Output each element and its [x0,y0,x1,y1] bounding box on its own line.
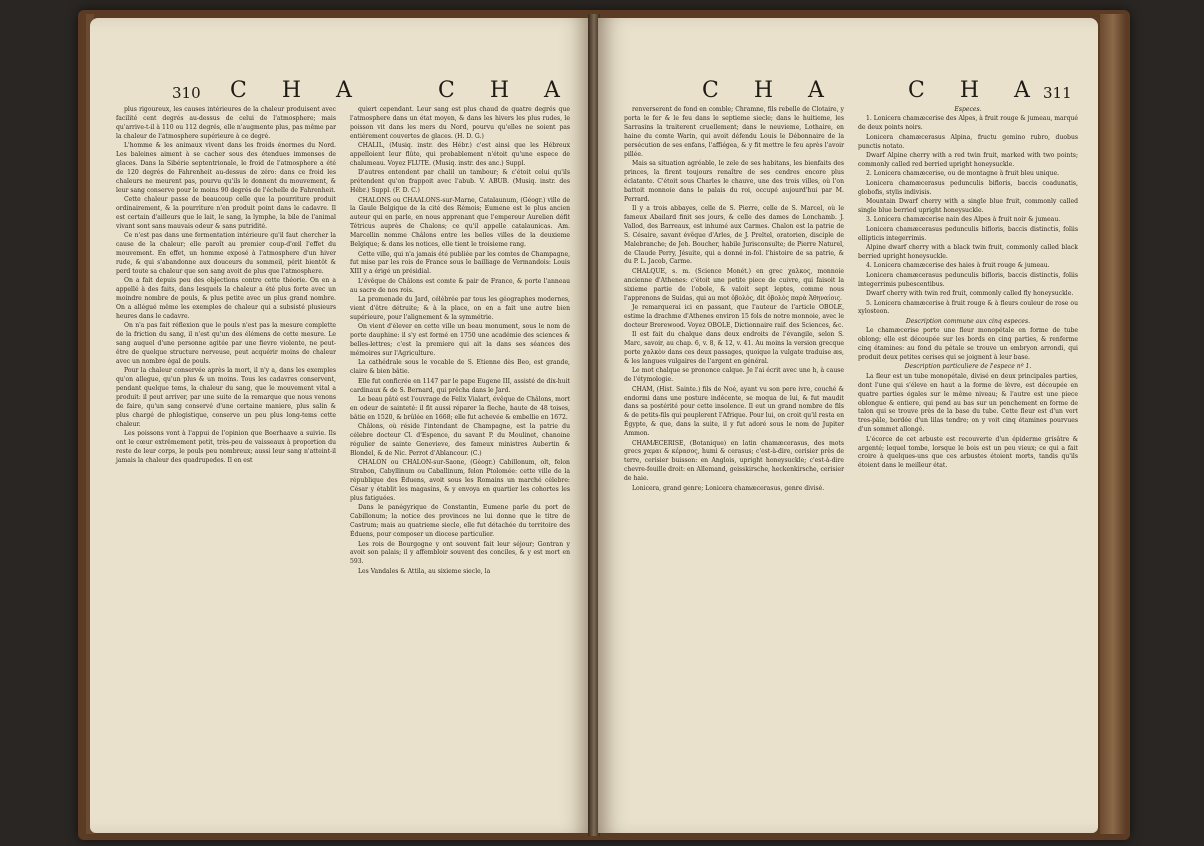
left-column-1 [116,106,336,813]
paragraph: Dwarf Alpine cherry with a red twin fruit, marked with two points; commonly called red berried upright honeysuckle. [858,152,1078,168]
paragraph: CHAM, (Hist. Sainte.) fils de Noé, ayant vu son pere ivre, couché & endormi dans une posture indécente, se moqua de lui, & fut maudit dans sa postérité pour cette insolence. Il eut un grand nombre de fils & de petits-fils qui peuplerent l'Afrique. Pour lui, on croit qu'il resta en Égypte, & que, dans la suite, il y fut adoré sous le nom de Jupiter Ammon. [624,385,844,438]
paragraph: Les Vandales & Attila, au sixieme siecle, la [358,567,491,575]
left-running-head [90,78,590,108]
paragraph: La fleur est un tube monopétale, divisé en deux principales parties, dont l'une qui s'éleve en haut a la forme de lèvre, est découpée en quatre parties égales sur le même niveau; & l'autre est une piece oblongue & entiere, qui pend au bas sur un penchement en forme de talon qui se trouve près de la base du tube. Cette fleur est d'un vert tres-pâle, bordée d'un lilas tendre; on y voit cinq étamines pourvues d'un sommet allongé. [858,372,1078,434]
paragraph: 1. Lonicera chamæcerise des Alpes, à fruit rouge & jumeau, marqué de deux points noirs. [858,115,1078,132]
paragraph: quiert cependant. Leur sang est plus chaud de quatre degrés que l'atmosphere dans un état moyen, & dans les hivers les plus rudes, le poisson vit dans les mers du Nord, pourvu qu'elles ne soient pas entiérement couvertes de glaces. (H. D. G.) [350,106,570,140]
left-columns [116,106,570,813]
left-head-b: C H A [438,78,574,103]
paragraph: Description commune aux cinq especes. [905,317,1031,325]
paragraph: Mountain Dwarf cherry with a single blue fruit, commonly called single blue berried upright honeysuckle. [858,198,1078,214]
paragraph: Le mot chalque se prononce calque. Je l'ai écrit avec une h, à cause de l'étymologie. [624,367,844,384]
paragraph: Le beau pâté est l'ouvrage de Felix Vialart, évêque de Châlons, mort en odeur de sainteté: il fit aussi réparer la fleche, haute de 48 toises, bâtie en 1520, & brûlée en 1668; elle fut achevée & embellie en 1672. [350,396,570,421]
paragraph: 3. Lonicera chamæcerise nain des Alpes à fruit noir & jumeau. [866,216,1061,224]
paragraph: Il y a trois abbayes, celle de S. Pierre, celle de S. Marcel, où le fameux Abailard finit ses jours, & celle des dames de Lonchamb. J. Vallod, des Barreaux, est inhumé aux Carmes. Chalon est la patrie de S. Césaire, savant évêque d'Arles, de J. Preltel, oratorien, disciple de Malebranche; de Jeh. Boucher, habile Jurisconsulte; de Pierre Naturel, de Claude Perry, Jésuite, qui a donné in-fol. l'histoire de sa patrie, & du P. L. Jacob, Carme. [624,204,844,266]
right-column-1 [624,106,844,813]
left-head-a: C H A [230,78,366,103]
paragraph: Cette chaleur passe de beaucoup celle que la pourriture produit ordinairement, & la pourriture n'en produit point dans le cadavre. Il est certain d'ailleurs que le lait, le sang, la lymphe, la bile de l'animal vivant sont sans mauvais odeur & sans putridité. [116,196,336,230]
right-head-a: C H A [702,78,838,103]
left-page [90,18,590,833]
paragraph: Elle fut conficrée en 1147 par le pape Eugene III, assisté de dix-huit cardinaux & de S. Bernard, qui prêcha dans le Jard. [350,377,570,394]
paragraph: L'écorce de cet arbuste est recouverte d'un épiderme grisâtre & argenté; lequel tombe, lorsque le bois est un peu vieux; ce qui a fait croire à quelques-uns que ces arbustes étoient morts, tandis qu'ils étoient dans le meilleur état. [858,435,1078,470]
paragraph: Dans le panégyrique de Constantin, Eumene parle du port de Cabillonum; la notice des provinces ne lui donne que le titre de Castrum; mais au quatrieme siecle, elle fut détachée du territoire des Éduens, pour composer un diocese particulier. [350,504,570,539]
paragraph: 4. Lonicera chamæcerise des haies à fruit rouge & jumeau. [866,262,1050,270]
right-columns [624,106,1078,813]
paragraph: 2. Lonicera chamæcerise, ou de montagne à fruit bleu unique. [866,170,1060,178]
paragraph: Lonicera chamæcerasus pedunculis bifloris, baccis coadunatis, globofis, stylis indivisis. [858,179,1078,196]
right-head-b: C H A [908,78,1044,103]
right-page-number: 311 [1043,84,1072,102]
paragraph: On vient d'élever en cette ville un beau monument, sous le nom de porte dauphine: il s'y est formé en 1750 une académie des sciences & belles-lettres; c'est la premiere qui ait la dans ses séances des mémoires sur l'Agriculture. [350,323,570,357]
paragraph: L'évêque de Châlons est comte & pair de France, & porte l'anneau au sacre de nos rois. [350,277,570,294]
paragraph: Il est fait du chalque dans deux endroits de l'évangile, selon S. Marc, savoir, au chap. 6, v. 8, & 12, v. 41. Au moins la version grecque porte χαλκὸν dans ces deux passages, quoique la vulgate traduise æs, & les langues vulgaires de l'argent en général. [624,331,844,365]
paragraph: On a fait depuis peu des objections contre cette théorie. On en a appellé à des faits, dans lesquels la chaleur a été plus forte avec un moindre nombre de pouls, & plus petite avec un plus grand nombre. On a allégué même les exemples de chaleur qui a subsisté plusieurs heures dans le cadavre. [116,277,336,320]
paragraph: Les rois de Bourgogne y ont souvent fait leur séjour; Gontran y avoit son palais; il y affembloir souvent des conciles, & y est mort en 593. [350,540,570,566]
right-page-edge [1100,14,1126,834]
paragraph: Alpine dwarf cherry with a black twin fruit, commonly called black berried upright honeysuckle. [858,244,1078,260]
paragraph: 5. Lonicera chamæcerise à fruit rouge & à fleurs couleur de rose ou xylosteon. [858,299,1078,316]
paragraph: Lonicera, grand genre; Lonicera chamæcerasus, genre divisé. [632,484,825,492]
paragraph: CHALONS ou CHAALONS-sur-Marne, Catalaunum, (Géogr.) ville de la Gaule Belgique de la cité des Rémois; Eumene est le plus ancien auteur qui en parle, en nous apprenant que l'empereur Aurelien défit Tétricus auprès de Chalons; ce qu'il appelle catalaunicas. Am. Marcellin nomme Châlons entre les belles villes de la deuxieme Belgique; & dans les notices, elle tient le troisieme rang. [350,196,570,249]
paragraph: L'homme & les animaux vivent dans les froids énormes du Nord. Les baleines aiment à se cacher sous des étendues immenses de glaces. Dans la Sibérie septentrionale, le froid de l'atmosphere a été de 120 degrés de Fahrenheit au-dessus de zéro: dans ce froid les chaleurs ne meurent pas, pourvu qu'ils le donnent du mouvement, & leur sang conserve pour le moins 90 degrés de l'échelle de Fahrenheit. [116,142,336,194]
paragraph: Châlons, où réside l'intendant de Champagne, est la patrie du célebre docteur Cl. d'Espence, du savant P. du Moulinet, chanoine régulier de sainte Genevieve, des fameux ministres Aubertin & Blondel, & de Nic. Perrot d'Ablancour. (C.) [350,423,570,457]
paragraph: CHALIL, (Musiq. instr. des Hébr.) c'est ainsi que les Hébreux appelloient leur flûte, qui probablement n'étoit qu'une espece de chalumeau. Voyez FLUTE. (Musiq. instr. des anc.) Suppl. [350,142,570,167]
left-column-2 [350,106,570,813]
paragraph: renverserent de fond en comble; Chramne, fils rebelle de Clotaire, y porta le fer & le feu dans le septieme siecle; dans le huitieme, les Sarrasins la traiterent cruellement; dans le neuvieme, Lothaire, en haine du comte Warin, qui avoit défendu Louis le Débonnaire de la persécution de ses enfans, l'affiégea, & y fit mettre le feu après l'avoir pillée. [624,106,844,158]
paragraph: Especes. [954,106,982,113]
paragraph: Lonicera chamæcerasus pedunculis bifloris, baccis distinctis, foliis integerrimis pubescentibus. [858,271,1078,288]
paragraph: La cathédrale sous le vocable de S. Etienne dès Beo, est grande, claire & bien bâtie. [350,359,570,376]
paragraph: Cette ville, qui n'a jamais été publiée par les comtes de Champagne, fut mise par les rois de France sous le bailliage de Vermandois: Louis XIII y a érigé un présidial. [350,250,571,276]
paragraph: Pour la chaleur conservée après la mort, il n'y a, dans les exemples qu'on allegue, qu'un plus & un moins. Tous les cadavres conservent, pendant quelque tems, la chaleur du sang, que le mouvement vital a produit: il peut arriver, par une suite de la remarque que nous venons de faire, qu'un sang conservé d'une certaine maniere, plus salin & plus chargé de phlogistique, conserve un peu plus long-tems cette chaleur. [116,367,336,428]
paragraph: Je remarquerai ici en passant, que l'auteur de l'article OBOLE, estime la drachme d'Athenes environ 15 fols de notre monnoie, avec le docteur Brerewood. Voyez OBOLE, Dictionnaire raif. des Sciences, &c. [624,303,844,329]
paragraph: Dwarf cherry with twin red fruit, commonly called fly honeysuckle. [866,290,1074,298]
paragraph: Le chamæcerise porte une fleur monopétale en forme de tube oblong; elle est découpée sur les bords en cinq parties, & renferme cinq étamines: au fond du pétale se trouve un embryon arrondi, qui produit deux petites cerises qui se joignent à leur base. [858,327,1078,361]
paragraph: Lonicera chamæcerasus Alpina, fructu gemino rubro, duobus punctis notato. [858,133,1078,150]
right-running-head [598,78,1098,108]
paragraph: plus rigoureux, les causes intérieures de la chaleur produisent avec facilité cent degrés au-dessus de celui de l'atmosphere; mais qu'arrive-t-il à 110 ou 112 degrés, elle n'augmente plus, pas même par la chaleur de l'atmosphere supérieure à ce degré. [116,106,336,140]
paragraph: D'autres entendent par chalil un tambour; & c'étoit celui qu'ils prétendent qu'on frappoit avec l'abub. V. ABUB. (Musiq. instr. des Hébr.) Suppl. (F. D. C.) [350,169,570,195]
paragraph: Les poissons vont à l'appui de l'opinion que Boerhaave a suivie. Ils ont le cœur extrêmement petit, très-peu de vaisseaux à proportion du reste de leur corps, le pouls peu nombreux; aussi leur sang n'atteint-il jamais la chaleur des quadrupedes. Il en est [116,430,336,464]
paragraph: CHALQUE, s. m. (Science Monét.) en grec χαλκος, monnoie ancienne d'Athenes: c'étoit une petite piece de cuivre, qui faisoit la sixieme partie de l'obole, & valoit sept leptes, comme nous l'apprenons de Suidas, qui au mot ὀβολὸς, dit ὀβολὸς παρὰ Ἀθηναίοις. [624,267,844,302]
left-page-number: 310 [172,84,201,102]
paragraph: CHAMÆCERISE, (Botanique) en latin chamæcerasus, des mots grecs χαμαι & κέρασος, humi & cerasus; c'est-à-dire, cerisier près de terre, cerisier buisson: en Anglois, upright honeysuckle; c'est-à-dire chevre-feuille droit: en Allemand, geisskirsche, heckenkirsche, cerisier de haie. [624,439,844,483]
right-column-2 [858,106,1078,813]
paragraph: Ce n'est pas dans une fermentation intérieure qu'il faut chercher la cause de la chaleur; elle paroît au premier coup-d'œil l'effet du mouvement. En effet, un homme exposé à l'atmosphere d'un hiver rude, & qui s'abandonne aux douceurs du sommeil, périt bientôt & perd toute sa chaleur que son sang avoit de plus que l'atmosphere. [116,232,336,275]
paragraph: CHALON ou CHALON-sur-Saone, (Géogr.) Cabillonum, olt, felon Strabon, Cabyllinum ou Caballinum, felon Ptolomée: cette ville de la république des Éduens, avoit sous les Romains un marché célebre: César y établit les magasins, & y envoya en quartier les cohortes les plus fatiguées. [350,459,570,502]
paragraph: Mais sa situation agréable, le zele de ses habitans, les bienfaits des princes, la firent toujours renaître de ses cendres encore plus éclatante. C'étoit sous Charles le chauve, une des trois villes, où l'on battoit monnoie dans le palais du roi, occupé aujourd'hui par M. Perrard. [624,159,844,203]
paragraph: On n'a pas fait réflexion que le pouls n'est pas la mesure complette de la friction du sang, il n'est qu'un des élémens de cette mesure. Le sang auquel d'une personne agitée par une fievre violente, ne peut-être de quelque structure nerveuse, peut acquérir moins de chaleur avec un nombre égal de pouls. [116,322,336,365]
paragraph: La promenade du Jard, célébrée par tous les géographes modernes, vient d'être détruite; & à la place, on en a fait une autre bien supérieure, pour l'alignement & la symmétrie. [350,296,570,321]
paragraph: Lonicera chamæcerasus pedunculis bifloris, baccis distinctis, foliis ellipticis integerrimis. [858,225,1078,242]
right-page [598,18,1098,833]
paragraph: Description particuliere de l'espece nº 1. [904,363,1032,371]
